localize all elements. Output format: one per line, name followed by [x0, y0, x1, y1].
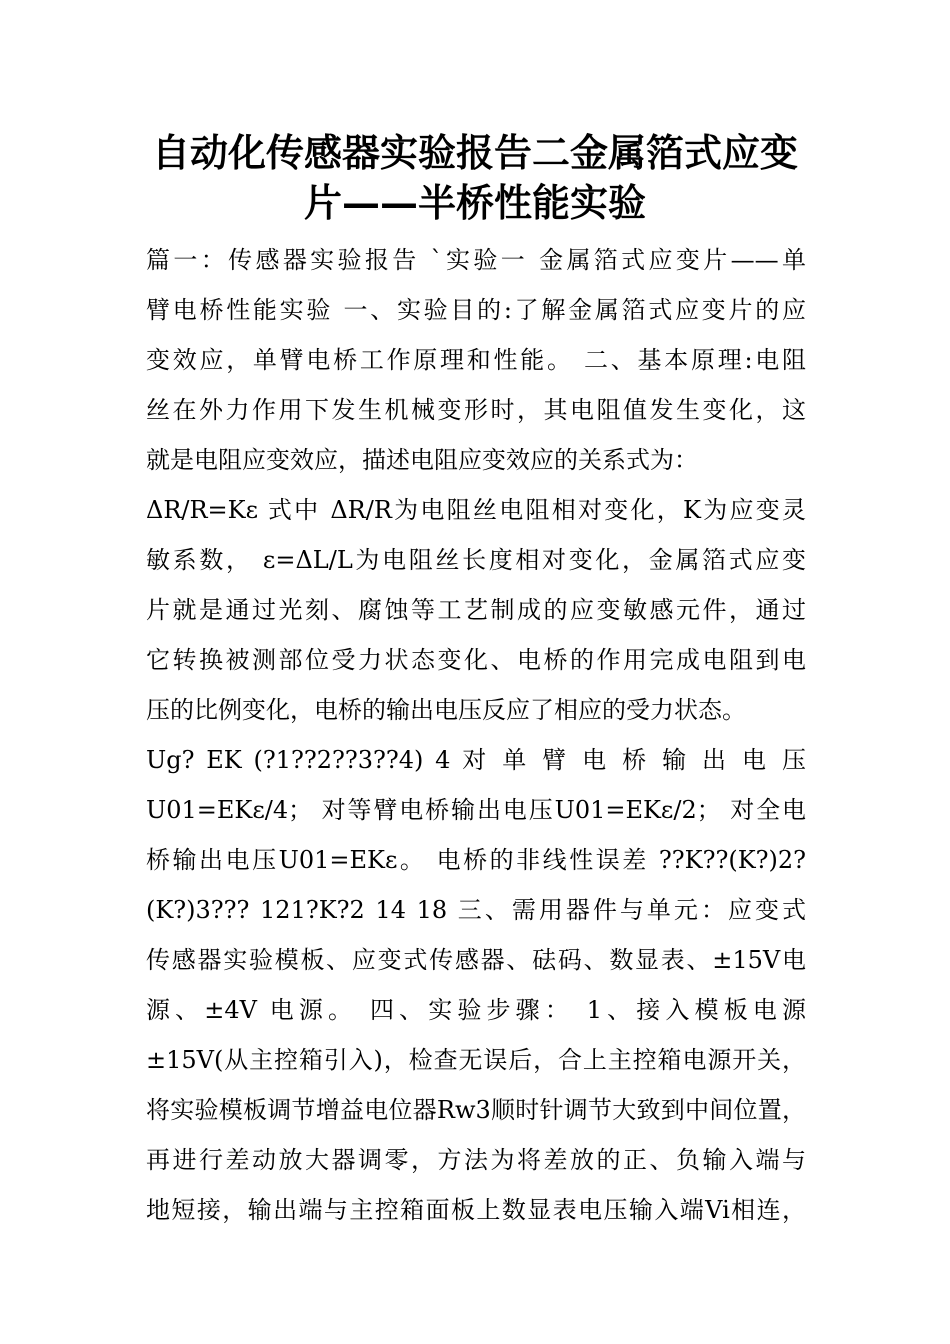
body-text-line: 将实验模板调节增益电位器Rw3顺时针调节大致到中间位置， — [146, 1096, 806, 1124]
body-text-line: 丝在外力作用下发生机械变形时，其电阻值发生变化，这 — [146, 396, 806, 424]
body-text-line: 篇一：传感器实验报告 `实验一 金属箔式应变片——单 — [146, 246, 806, 274]
body-text-line: 再进行差动放大器调零，方法为将差放的正、负输入端与 — [146, 1146, 806, 1174]
body-text-line: 片就是通过光刻、腐蚀等工艺制成的应变敏感元件，通过 — [146, 596, 806, 624]
body-text-line: 传感器实验模板、应变式传感器、砝码、数显表、±15V电 — [146, 946, 806, 974]
body-text-line: 敏系数， ε=ΔL/L为电阻丝长度相对变化，金属箔式应变 — [146, 546, 806, 574]
body-text-line: 桥输出电压U01=EKε。 电桥的非线性误差 ??K??(K?)2? — [146, 846, 806, 874]
document-title-line-1: 自动化传感器实验报告二金属箔式应变 — [151, 130, 798, 175]
body-text-line: 它转换被测部位受力状态变化、电桥的作用完成电阻到电 — [146, 646, 806, 674]
body-text-line: 就是电阻应变效应，描述电阻应变效应的关系式为： — [146, 446, 698, 474]
body-text-line: 压的比例变化，电桥的输出电压反应了相应的受力状态。 — [146, 696, 746, 724]
body-text-line: 源、±4V 电源。 四、实验步骤： 1、接入模板电源 — [146, 996, 806, 1024]
body-text-line: ΔR/R=Kε 式中 ΔR/R为电阻丝电阻相对变化，K为应变灵 — [146, 496, 806, 524]
body-text-line: ±15V(从主控箱引入)，检查无误后，合上主控箱电源开关， — [146, 1046, 806, 1074]
body-text-line: (K?)3??? 121?K?2 14 18 三、需用器件与单元：应变式 — [146, 896, 806, 924]
body-text-line: 地短接，输出端与主控箱面板上数显表电压输入端Vi相连， — [146, 1196, 806, 1224]
document-title-line-2: 片——半桥性能实验 — [303, 180, 646, 225]
body-text-line: 臂电桥性能实验 一、实验目的:了解金属箔式应变片的应 — [146, 296, 806, 324]
body-text-line: 变效应，单臂电桥工作原理和性能。 二、基本原理:电阻 — [146, 346, 806, 374]
body-text-line: Ug? EK (?1??2??3??4) 4 对 单 臂 电 桥 输 出 电 压 — [146, 746, 806, 774]
body-text-line: U01=EKε/4； 对等臂电桥输出电压U01=EKε/2； 对全电 — [146, 796, 806, 824]
